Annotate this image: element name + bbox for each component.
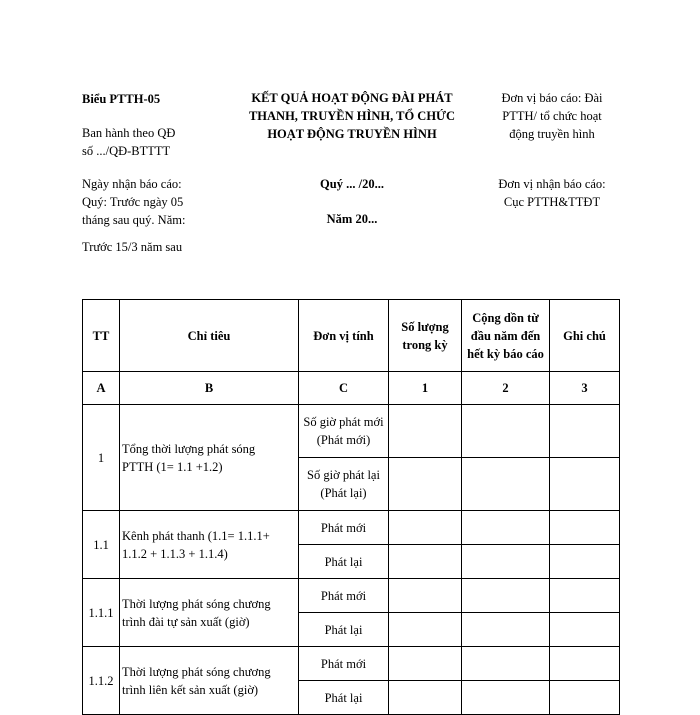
table-row bbox=[83, 405, 620, 458]
code-cell: 1 bbox=[389, 372, 462, 405]
reporting-unit bbox=[487, 89, 617, 143]
row-tt: 1.1.2 bbox=[83, 647, 120, 715]
note-cell[interactable] bbox=[550, 405, 620, 458]
note-cell[interactable] bbox=[550, 647, 620, 681]
col-header-cumulative-line: đầu năm đến bbox=[470, 328, 541, 343]
row-unit-line: (Phát mới) bbox=[316, 433, 371, 447]
row-indicator-line: 1.1.2 + 1.1.3 + 1.1.4) bbox=[122, 546, 228, 561]
reporting-unit-line: Đơn vị báo cáo: Đài bbox=[501, 91, 603, 105]
row-tt: 1 bbox=[83, 405, 120, 511]
cumulative-cell[interactable] bbox=[462, 613, 550, 647]
note-cell[interactable] bbox=[550, 458, 620, 511]
col-header-indicator: Chỉ tiêu bbox=[120, 300, 299, 372]
report-table bbox=[82, 299, 620, 715]
receive-date bbox=[82, 175, 232, 229]
reporting-unit-line: PTTH/ tổ chức hoạt bbox=[502, 109, 602, 123]
row-indicator bbox=[120, 579, 299, 647]
receive-date-annual: Trước 15/3 năm sau bbox=[82, 240, 183, 254]
row-indicator-line: Thời lượng phát sóng chương bbox=[122, 596, 271, 611]
col-header-cumulative bbox=[462, 300, 550, 372]
row-tt: 1.1 bbox=[83, 511, 120, 579]
year-label: Năm 20... bbox=[326, 212, 378, 226]
receiving-unit bbox=[487, 175, 617, 211]
note-cell[interactable] bbox=[550, 613, 620, 647]
row-indicator bbox=[120, 647, 299, 715]
row-unit: Phát mới bbox=[299, 647, 389, 681]
row-unit: Phát lại bbox=[299, 545, 389, 579]
row-unit: Phát lại bbox=[299, 681, 389, 715]
quantity-cell[interactable] bbox=[389, 613, 462, 647]
receive-date-line: tháng sau quý. Năm: bbox=[82, 213, 186, 227]
row-indicator-line: Kênh phát thanh (1.1= 1.1.1+ bbox=[122, 528, 270, 543]
code-cell: A bbox=[83, 372, 120, 405]
cumulative-cell[interactable] bbox=[462, 579, 550, 613]
col-header-quantity bbox=[389, 300, 462, 372]
row-unit: Phát lại bbox=[299, 613, 389, 647]
code-cell: B bbox=[120, 372, 299, 405]
col-header-quantity-line: trong kỳ bbox=[402, 337, 448, 352]
row-unit bbox=[299, 405, 389, 458]
cumulative-cell[interactable] bbox=[462, 681, 550, 715]
code-cell: 2 bbox=[462, 372, 550, 405]
row-unit bbox=[299, 458, 389, 511]
note-cell[interactable] bbox=[550, 545, 620, 579]
row-indicator bbox=[120, 405, 299, 511]
form-code: Biểu PTTH-05 bbox=[82, 92, 161, 106]
receiving-unit-line: Đơn vị nhận báo cáo: bbox=[498, 177, 606, 191]
col-header-note: Ghi chú bbox=[550, 300, 620, 372]
cumulative-cell[interactable] bbox=[462, 647, 550, 681]
row-indicator-line: Thời lượng phát sóng chương bbox=[122, 664, 271, 679]
row-indicator-line: Tổng thời lượng phát sóng bbox=[122, 441, 256, 456]
code-cell: C bbox=[299, 372, 389, 405]
note-cell[interactable] bbox=[550, 511, 620, 545]
col-header-cumulative-line: hết kỳ báo cáo bbox=[467, 346, 544, 361]
row-unit-line: Số giờ phát lại bbox=[307, 468, 380, 482]
table-code-row bbox=[83, 372, 620, 405]
col-header-tt: TT bbox=[83, 300, 120, 372]
table-row bbox=[83, 511, 620, 545]
cumulative-cell[interactable] bbox=[462, 405, 550, 458]
quantity-cell[interactable] bbox=[389, 511, 462, 545]
row-unit-line: (Phát lại) bbox=[320, 486, 367, 500]
table-row bbox=[83, 647, 620, 681]
row-indicator-line: PTTH (1= 1.1 +1.2) bbox=[122, 459, 223, 474]
row-unit-line: Số giờ phát mới bbox=[303, 415, 384, 429]
row-indicator bbox=[120, 511, 299, 579]
title-line: KẾT QUẢ HOẠT ĐỘNG ĐÀI PHÁT bbox=[251, 91, 453, 105]
note-cell[interactable] bbox=[550, 579, 620, 613]
title-line: THANH, TRUYỀN HÌNH, TỔ CHỨC bbox=[248, 109, 456, 123]
receive-date-line: Ngày nhận báo cáo: bbox=[82, 177, 182, 191]
quarter-label: Quý ... /20... bbox=[320, 177, 384, 191]
note-cell[interactable] bbox=[550, 681, 620, 715]
quantity-cell[interactable] bbox=[389, 545, 462, 579]
row-unit: Phát mới bbox=[299, 579, 389, 613]
quantity-cell[interactable] bbox=[389, 458, 462, 511]
cumulative-cell[interactable] bbox=[462, 458, 550, 511]
quantity-cell[interactable] bbox=[389, 681, 462, 715]
quantity-cell[interactable] bbox=[389, 579, 462, 613]
issued-by-line: Ban hành theo QĐ bbox=[82, 126, 176, 140]
issued-by-line: số .../QĐ-BTTTT bbox=[82, 144, 171, 158]
row-tt: 1.1.1 bbox=[83, 579, 120, 647]
table-header-row bbox=[83, 300, 620, 372]
receiving-unit-line: Cục PTTH&TTĐT bbox=[503, 195, 601, 209]
row-indicator-line: trình liên kết sản xuất (giờ) bbox=[122, 682, 259, 697]
quantity-cell[interactable] bbox=[389, 647, 462, 681]
col-header-cumulative-line: Cộng dồn từ bbox=[472, 310, 539, 325]
cumulative-cell[interactable] bbox=[462, 511, 550, 545]
row-indicator-line: trình đài tự sản xuất (giờ) bbox=[122, 614, 250, 629]
quantity-cell[interactable] bbox=[389, 405, 462, 458]
receive-date-line: Quý: Trước ngày 05 bbox=[82, 195, 184, 209]
report-title bbox=[232, 89, 472, 143]
reporting-unit-line: động truyền hình bbox=[509, 127, 595, 141]
issued-by bbox=[82, 124, 232, 160]
table-row bbox=[83, 579, 620, 613]
col-header-quantity-line: Số lượng bbox=[401, 319, 449, 334]
row-unit: Phát mới bbox=[299, 511, 389, 545]
code-cell: 3 bbox=[550, 372, 620, 405]
cumulative-cell[interactable] bbox=[462, 545, 550, 579]
title-line: HOẠT ĐỘNG TRUYỀN HÌNH bbox=[267, 127, 437, 141]
col-header-unit: Đơn vị tính bbox=[299, 300, 389, 372]
